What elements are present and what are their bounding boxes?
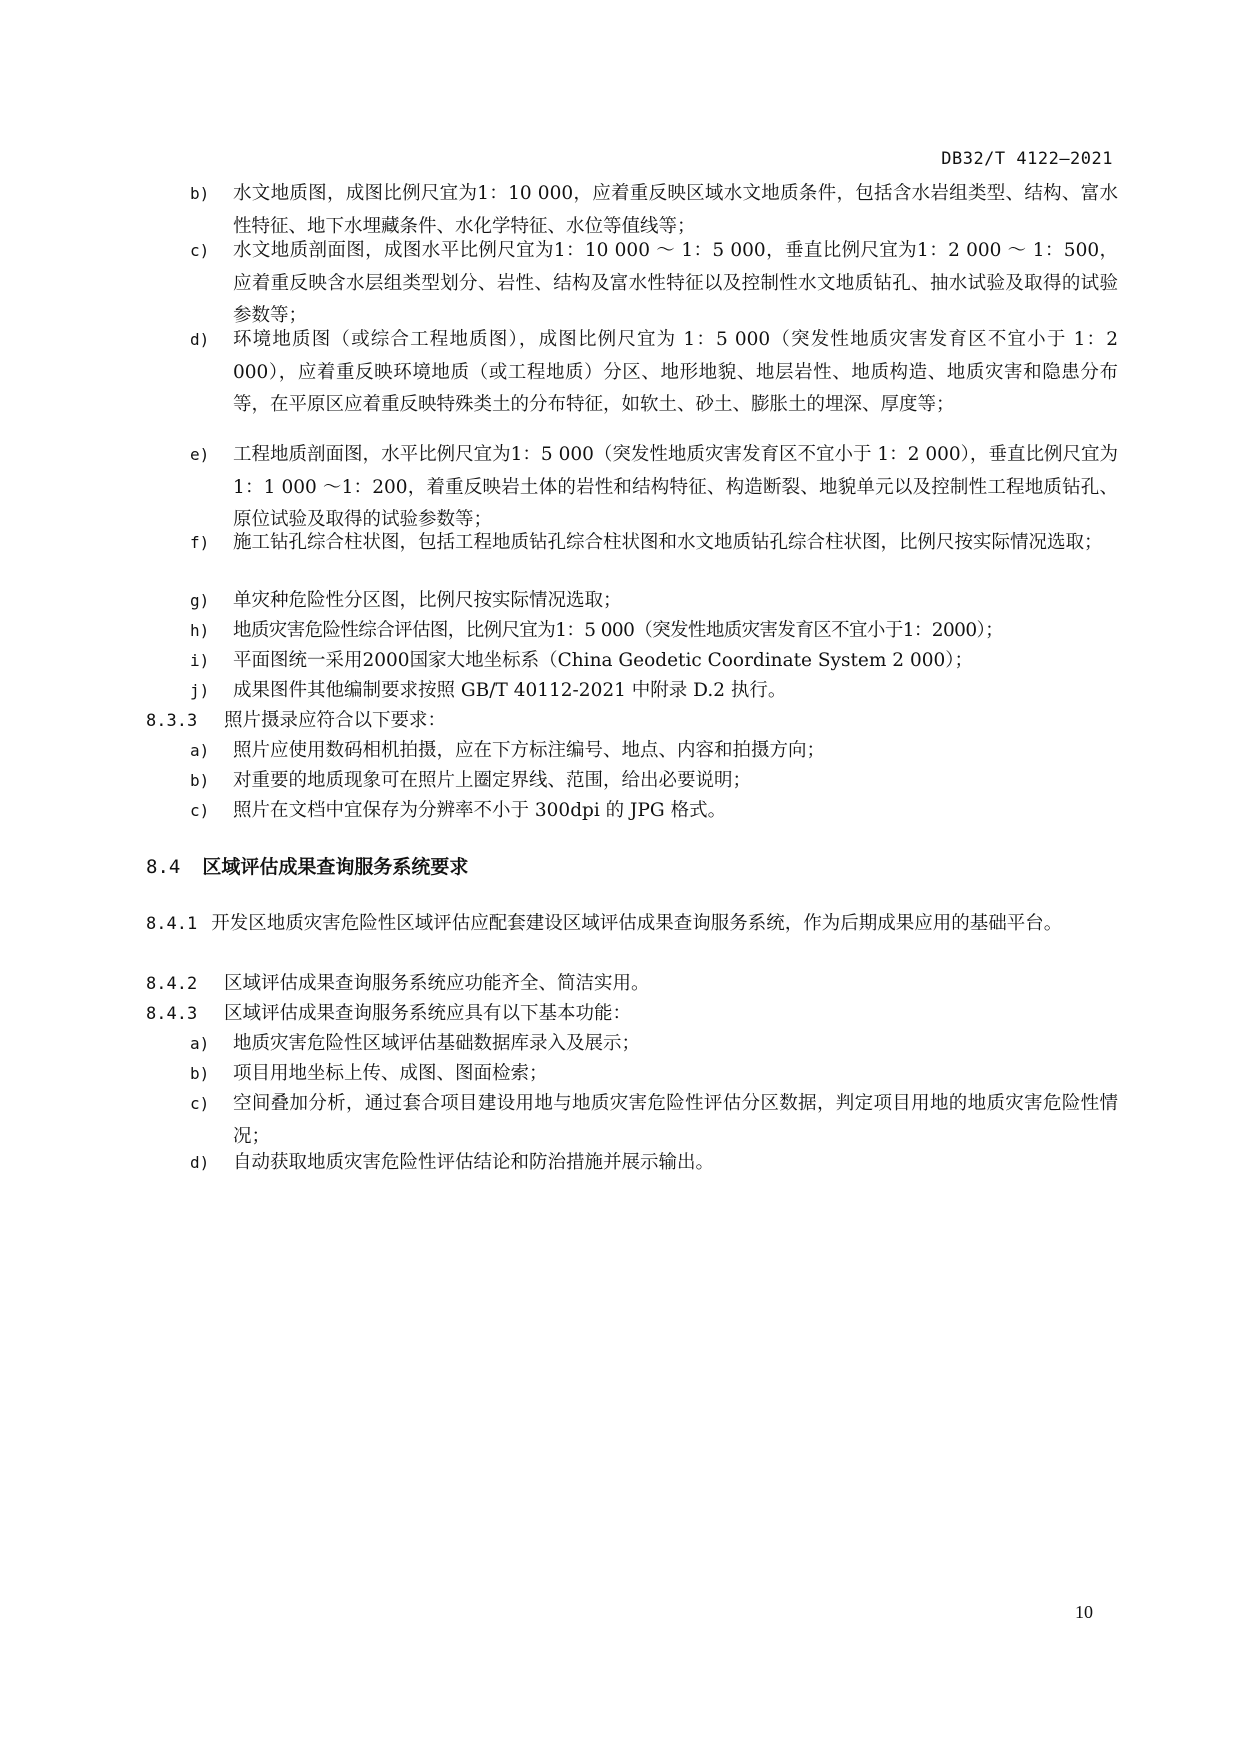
list-marker: c)	[190, 801, 210, 820]
clause-number: 8.4.1	[146, 914, 198, 934]
page-number: 10	[1075, 1602, 1093, 1622]
clause-number: 8.3.3	[146, 711, 198, 731]
clause-paragraph	[146, 908, 1118, 941]
list-item-text: 照片应使用数码相机拍摄，应在下方标注编号、地点、内容和拍摄方向；	[233, 740, 826, 761]
list-item-text: 项目用地坐标上传、成图、图面检索；	[233, 1063, 548, 1084]
list-marker: j)	[190, 681, 210, 700]
clause-text: 照片摄录应符合以下要求：	[224, 710, 447, 731]
list-item-text: 空间叠加分析，通过套合项目建设用地与地质灾害危险性评估分区数据，判定项目用地的地质灾害危险性情况；	[233, 1093, 1118, 1147]
list-marker: g)	[190, 591, 210, 610]
list-marker: c)	[190, 1094, 210, 1113]
list-marker: a)	[190, 1034, 210, 1053]
list-marker: f)	[190, 533, 210, 552]
list-marker: c)	[190, 241, 210, 260]
list-marker: h)	[190, 621, 210, 640]
clause-number: 8.4.3	[146, 1004, 198, 1024]
list-item-text: 水文地质剖面图，成图水平比例尺宜为1：10 000 ～ 1：5 000，垂直比例尺宜为1：2 000 ～ 1：500，应着重反映含水层组类型划分、岩性、结构及富水性特征以及控制性水文地质钻孔、抽水试验及取得的试验参数等；	[233, 240, 1118, 326]
list-item-text: 照片在文档中宜保存为分辨率不小于 300dpi 的 JPG 格式。	[233, 800, 727, 821]
section-heading	[146, 851, 468, 883]
list-item-text: 对重要的地质现象可在照片上圈定界线、范围，给出必要说明；	[233, 770, 752, 791]
list-marker: e)	[190, 445, 210, 464]
list-item-text: 施工钻孔综合柱状图，包括工程地质钻孔综合柱状图和水文地质钻孔综合柱状图，比例尺按实际情况选取；	[233, 532, 1103, 553]
list-marker: b)	[190, 1064, 210, 1083]
document-code-header: DB32/T 4122—2021	[941, 149, 1113, 169]
clause-text: 区域评估成果查询服务系统应功能齐全、简洁实用。	[224, 973, 650, 994]
clause-number: 8.4.2	[146, 974, 198, 994]
clause-text: 开发区地质灾害危险性区域评估应配套建设区域评估成果查询服务系统，作为后期成果应用的基础平台。	[211, 913, 1063, 934]
list-marker: b)	[190, 184, 210, 203]
clause-text: 区域评估成果查询服务系统应具有以下基本功能：	[224, 1003, 632, 1024]
list-marker: b)	[190, 771, 210, 790]
list-marker: i)	[190, 651, 210, 670]
list-marker: a)	[190, 741, 210, 760]
list-marker: d)	[190, 330, 210, 349]
list-item-text: 地质灾害危险性综合评估图，比例尺宜为1：5 000（突发性地质灾害发育区不宜小于1：2000）；	[233, 620, 1004, 641]
list-item-text: 环境地质图（或综合工程地质图），成图比例尺宜为 1：5 000（突发性地质灾害发育区不宜小于 1：2 000），应着重反映环境地质（或工程地质）分区、地形地貌、地层岩性、地质构造、地质灾害和隐患分布等，在平原区应着重反映特殊类土的分布特征，如软土、砂土、膨胀土的埋深、厚度等；	[233, 329, 1118, 415]
list-item-text: 水文地质图，成图比例尺宜为1：10 000，应着重反映区域水文地质条件，包括含水岩组类型、结构、富水性特征、地下水埋藏条件、水化学特征、水位等值线等；	[233, 183, 1118, 237]
list-item-text: 成果图件其他编制要求按照 GB/T 40112-2021 中附录 D.2 执行。	[233, 680, 787, 701]
section-number: 8.4	[146, 856, 181, 878]
section-title: 区域评估成果查询服务系统要求	[202, 856, 469, 878]
list-item-text: 工程地质剖面图，水平比例尺宜为1：5 000（突发性地质灾害发育区不宜小于 1：2 000），垂直比例尺宜为1：1 000 ～1：200，着重反映岩土体的岩性和结构特征、构造断裂、地貌单元以及控制性工程地质钻孔、原位试验及取得的试验参数等；	[233, 444, 1118, 530]
list-item-text: 平面图统一采用2000国家大地坐标系（China Geodetic Coordinate System 2 000）；	[233, 650, 974, 671]
list-marker: d)	[190, 1153, 210, 1172]
list-item-text: 单灾种危险性分区图，比例尺按实际情况选取；	[233, 590, 622, 611]
list-item-text: 自动获取地质灾害危险性评估结论和防治措施并展示输出。	[233, 1152, 715, 1173]
list-item-text: 地质灾害危险性区域评估基础数据库录入及展示；	[233, 1033, 641, 1054]
